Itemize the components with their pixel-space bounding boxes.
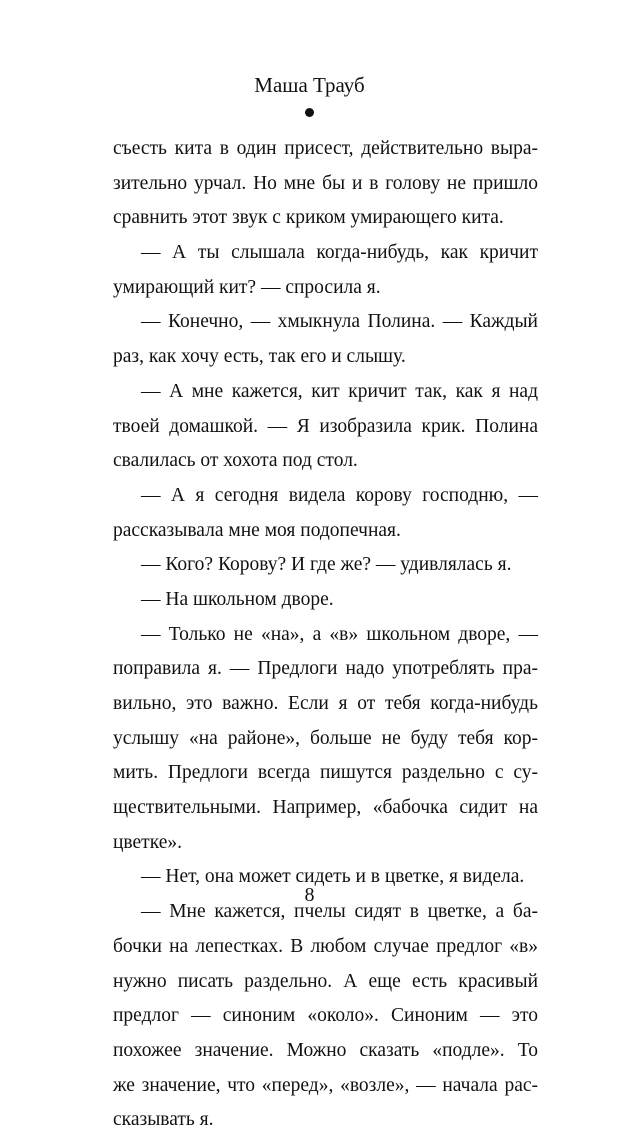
text-line: — Только не «на», а «в» школьном дворе, — xyxy=(141,623,538,645)
text-line: — Кого? Корову? И где же? — удивлялась я. xyxy=(141,554,512,576)
text-line: — А я сегодня видела корову господню, — xyxy=(141,484,538,506)
text-line: нужно писать раздельно. А еще есть красивый xyxy=(113,970,538,992)
text-line: вильно, это важно. Если я от тебя когда-нибудь xyxy=(113,693,538,714)
text-line: сказывать я. xyxy=(113,1109,214,1131)
text-line: — Мне кажется, пчелы сидят в цветке, а ба- xyxy=(141,901,538,923)
text-line: поправила я. — Предлоги надо употреблять пра- xyxy=(113,658,538,680)
text-line: умирающий кит? — спросила я. xyxy=(113,276,381,298)
text-line: ществительными. Например, «бабочка сидит на xyxy=(113,797,538,819)
text-line: — На школьном дворе. xyxy=(141,588,334,610)
text-line: твоей домашкой. — Я изобразила крик. Полина xyxy=(113,415,538,437)
text-line: — Нет, она может сидеть и в цветке, я видела. xyxy=(141,866,525,888)
text-line: съесть кита в один присест, действительно выра- xyxy=(113,138,538,159)
page-body-text xyxy=(113,132,538,1138)
text-line: предлог — синоним «около». Синоним — это xyxy=(113,1005,538,1027)
text-line: рассказывала мне моя подопечная. xyxy=(113,519,401,541)
text-line: мить. Предлоги всегда пишутся раздельно с су- xyxy=(113,762,538,784)
text-line: — А ты слышала когда-нибудь, как кричит xyxy=(141,242,538,264)
text-line: — Конечно, — хмыкнула Полина. — Каждый xyxy=(141,311,538,333)
text-line: сравнить этот звук с криком умирающего кита. xyxy=(113,207,504,229)
text-line: — А мне кажется, кит кричит так, как я над xyxy=(141,380,538,402)
text-line: бочки на лепестках. В любом случае предлог «в» xyxy=(113,935,538,957)
page-number: 8 xyxy=(304,884,315,906)
text-line: похожее значение. Можно сказать «подле». То xyxy=(113,1039,538,1061)
header-bullet-ornament xyxy=(305,108,314,117)
text-line: зительно урчал. Но мне бы и в голову не пришло xyxy=(113,172,538,194)
text-line: же значение, что «перед», «возле», — начала рас- xyxy=(113,1074,538,1096)
text-line: раз, как хочу есть, так его и слышу. xyxy=(113,346,406,368)
text-line: цветке». xyxy=(113,831,182,853)
running-header-author: Маша Трауб xyxy=(254,73,365,97)
text-line: услышу «на районе», больше не буду тебя кор- xyxy=(113,727,538,749)
text-line: свалилась от хохота под стол. xyxy=(113,450,358,472)
